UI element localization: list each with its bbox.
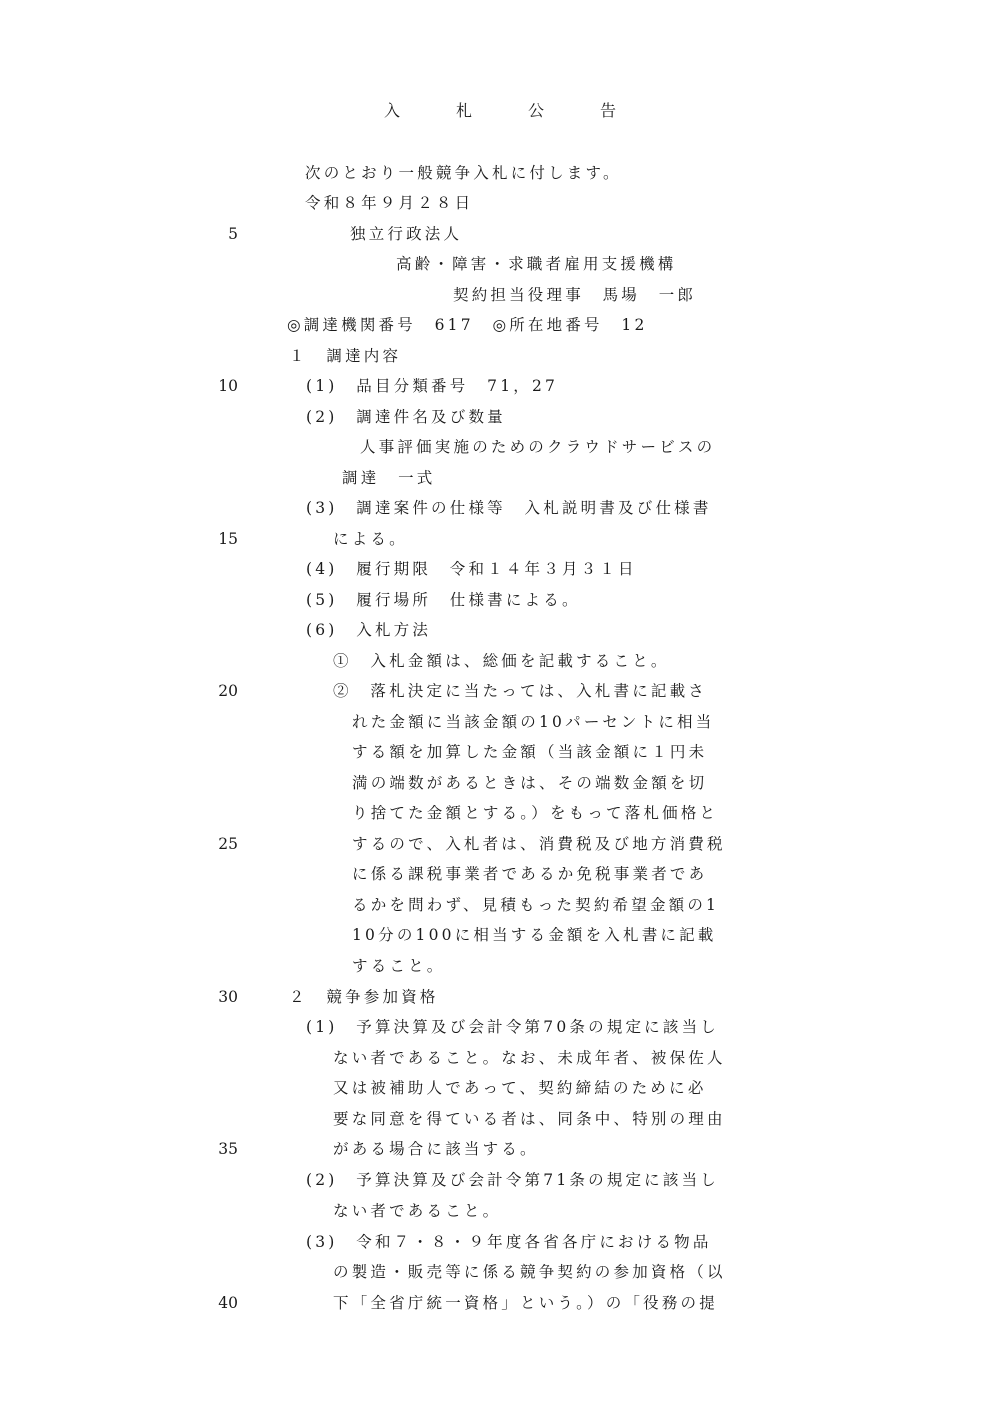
organization-name: 高齢・障害・求職者雇用支援機構	[396, 255, 677, 273]
paragraph-line: ない者であること。なお、未成年者、被保佐人	[333, 1049, 726, 1067]
section-heading: １ 調達内容	[289, 347, 402, 365]
line-number: 30	[218, 988, 238, 1006]
line-number: 35	[218, 1140, 238, 1158]
organization-type: 独立行政法人	[350, 225, 463, 243]
paragraph-line: るかを問わず、見積もった契約希望金額の1	[352, 896, 720, 914]
paragraph-line: 満の端数があるときは、その端数金額を切	[352, 774, 708, 792]
line-number: 25	[218, 835, 238, 853]
line-number: 10	[218, 377, 238, 395]
page-title: 入 札 公 告	[383, 101, 636, 120]
paragraph-line: り捨てた金額とする。）をもって落札価格と	[352, 804, 719, 822]
paragraph-line: に係る課税事業者であるか免税事業者であ	[352, 865, 708, 883]
line-number: 40	[218, 1294, 238, 1312]
list-item: (3) 調達案件の仕様等 入札説明書及び仕様書	[306, 499, 712, 517]
line-number: 20	[218, 682, 238, 700]
paragraph-line: 人事評価実施のためのクラウドサービスの	[360, 438, 716, 456]
paragraph-line: 10分の100に相当する金額を入札書に記載	[352, 926, 717, 944]
paragraph-line: がある場合に該当する。	[333, 1140, 539, 1158]
list-item: (2) 予算決算及び会計令第71条の規定に該当し	[306, 1171, 719, 1189]
list-item: (6) 入札方法	[306, 621, 432, 639]
procurement-ids: ◎調達機関番号 617 ◎所在地番号 12	[287, 316, 648, 334]
list-item: (3) 令和７・８・９年度各省各庁における物品	[306, 1233, 712, 1251]
line-number: 5	[228, 225, 238, 243]
list-item: (1) 品目分類番号 71，27	[306, 377, 559, 395]
list-item: (5) 履行場所 仕様書による。	[306, 591, 581, 609]
paragraph-line: 又は被補助人であって、契約締結のために必	[333, 1079, 707, 1097]
list-item: (2) 調達件名及び数量	[306, 408, 506, 426]
list-item: (1) 予算決算及び会計令第70条の規定に該当し	[306, 1018, 719, 1036]
sub-list-item: ② 落札決定に当たっては、入札書に記載さ	[333, 682, 708, 700]
paragraph-line: 要な同意を得ている者は、同条中、特別の理由	[333, 1110, 726, 1128]
paragraph-line: 調達 一式	[342, 469, 436, 487]
intro-text: 次のとおり一般競争入札に付します。	[305, 164, 622, 182]
paragraph-line: ない者であること。	[333, 1202, 502, 1220]
paragraph-line: の製造・販売等に係る競争契約の参加資格（以	[333, 1263, 726, 1281]
sub-list-item: ① 入札金額は、総価を記載すること。	[333, 652, 670, 670]
list-item: (4) 履行期限 令和１４年３月３１日	[306, 560, 637, 578]
paragraph-line: 下「全省庁統一資格」という。）の「役務の提	[333, 1294, 718, 1312]
paragraph-line: するので、入札者は、消費税及び地方消費税	[352, 835, 726, 853]
date-text: 令和８年９月２８日	[305, 194, 474, 212]
paragraph-line: れた金額に当該金額の10パーセントに相当	[352, 713, 715, 731]
section-heading: ２ 競争参加資格	[289, 988, 439, 1006]
paragraph-line: による。	[333, 530, 408, 548]
line-number: 15	[218, 530, 238, 548]
paragraph-line: する額を加算した金額（当該金額に１円未	[352, 743, 708, 761]
paragraph-line: すること。	[352, 957, 446, 975]
signatory: 契約担当役理事 馬場 一郎	[453, 286, 697, 304]
